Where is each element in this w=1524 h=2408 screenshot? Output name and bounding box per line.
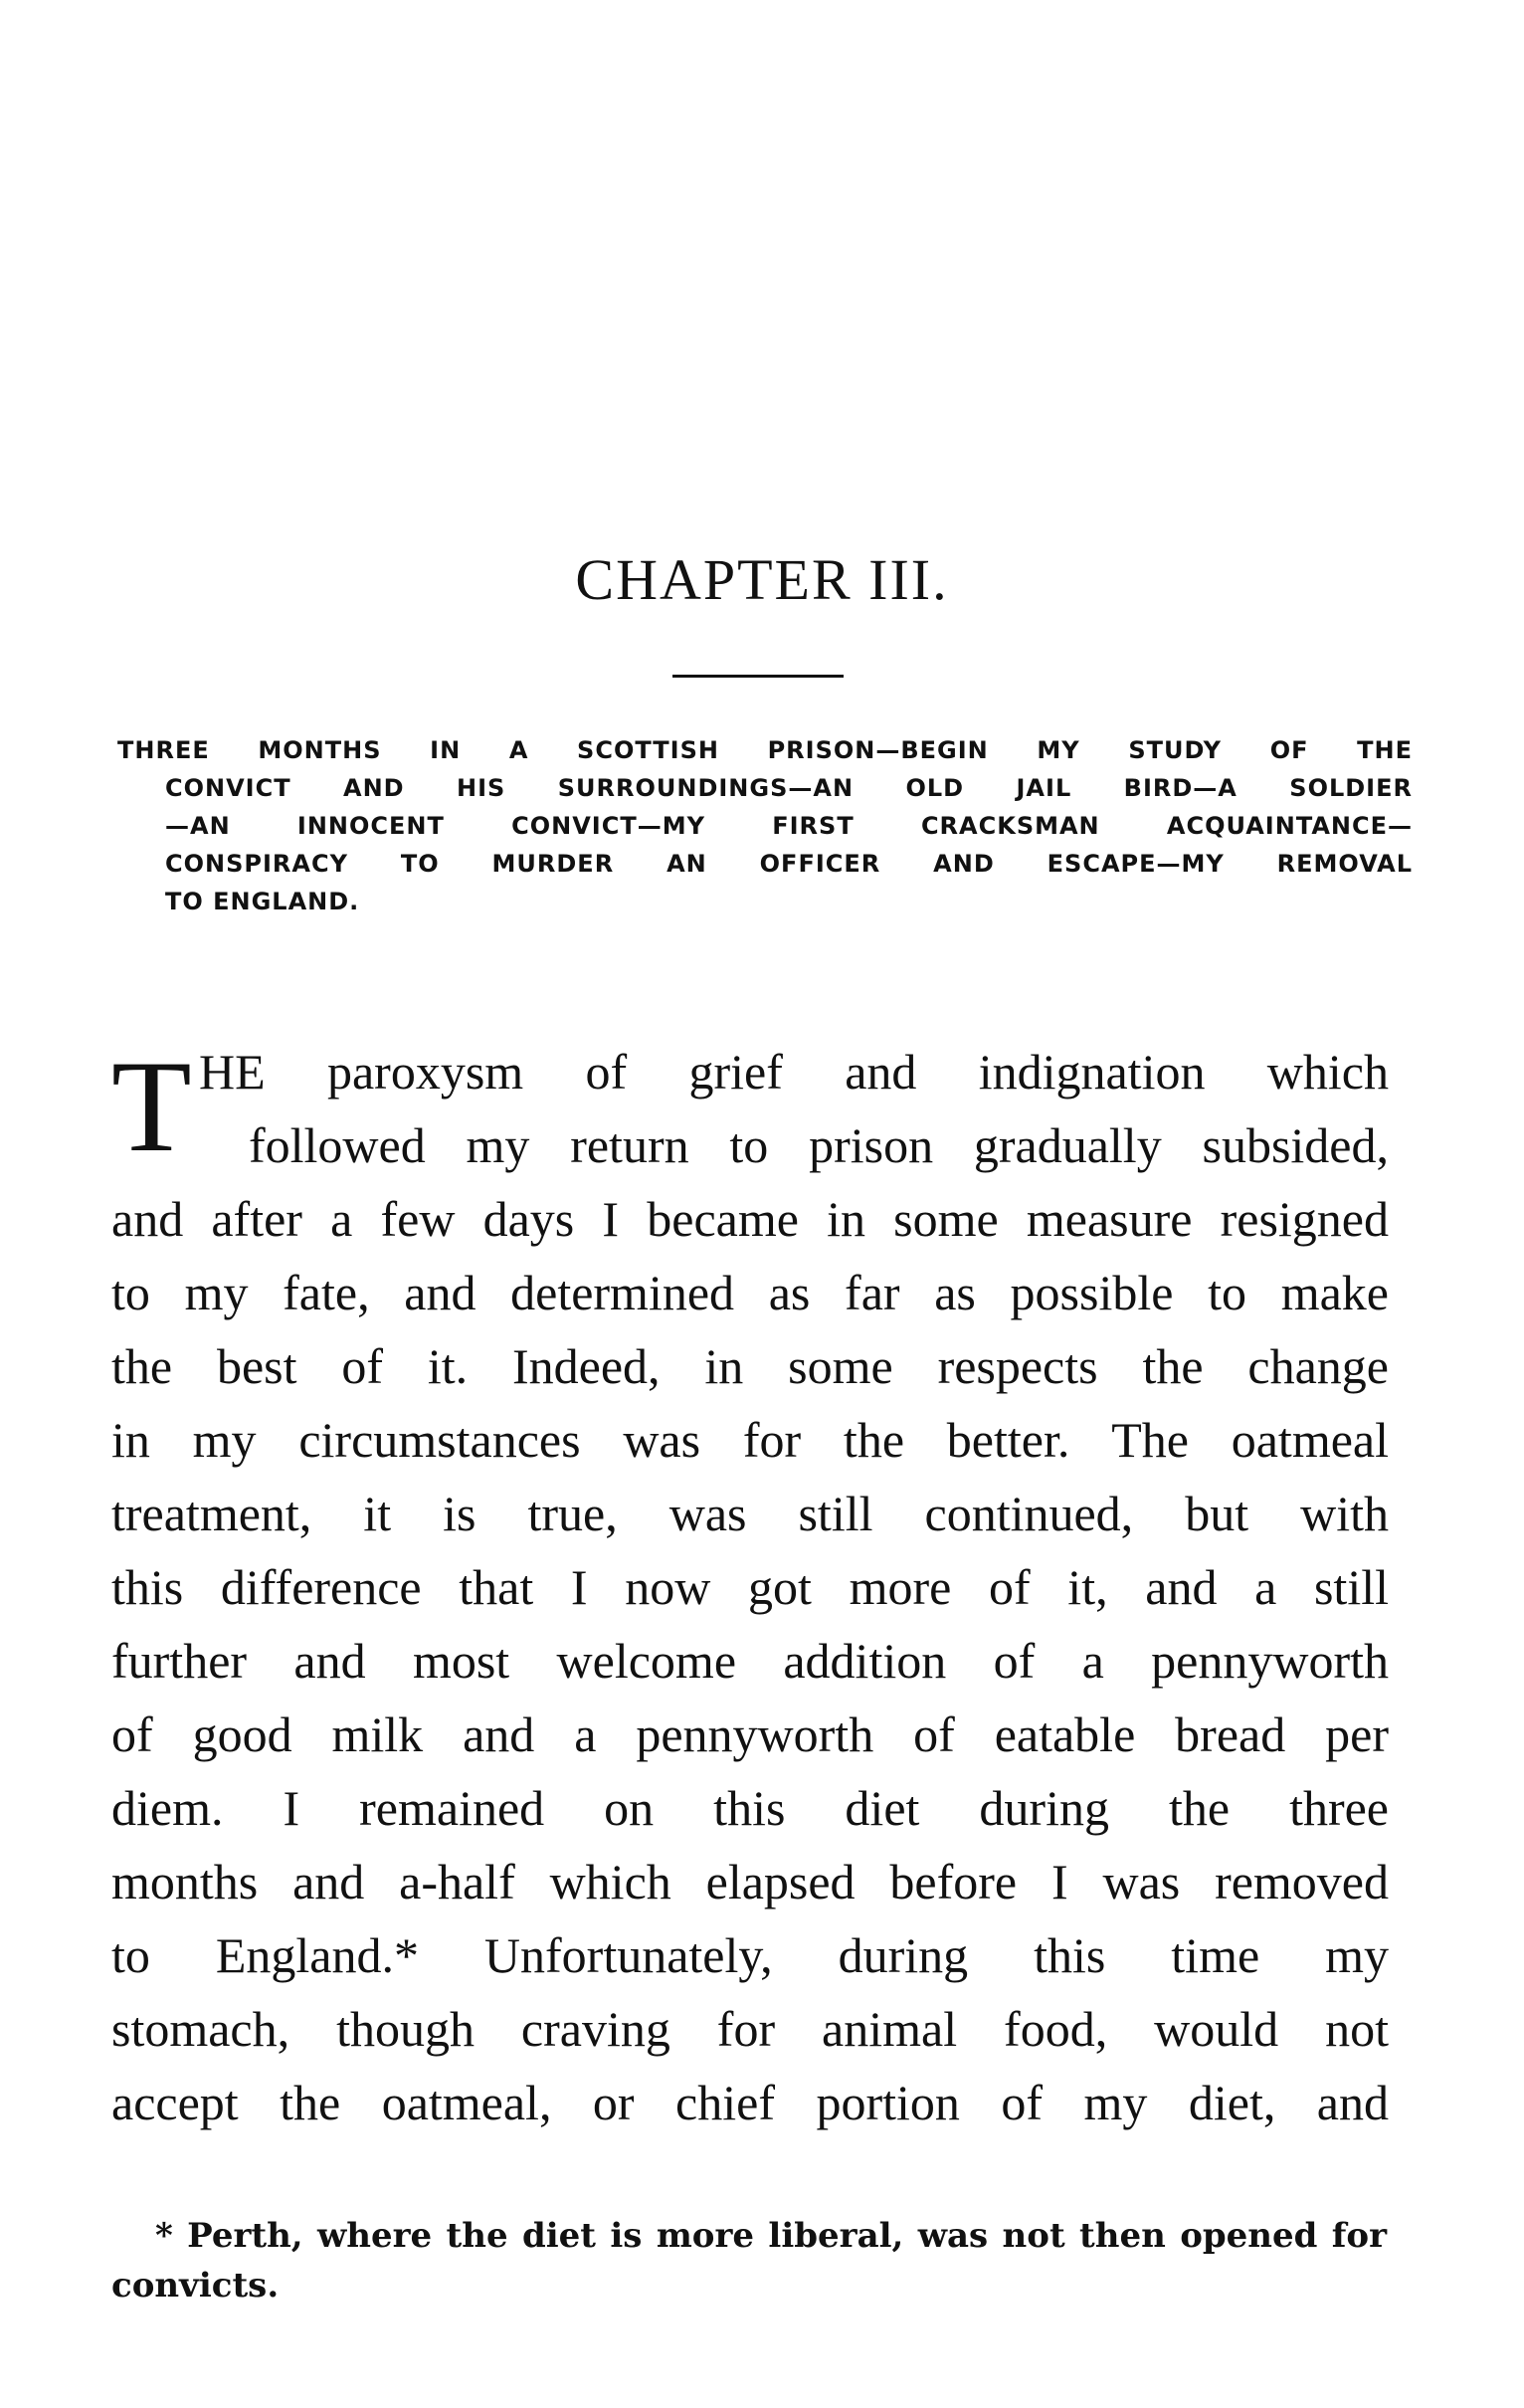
body-line: followed my return to prison gradually subsided, <box>249 1117 1389 1173</box>
body-line: the best of it. Indeed, in some respects the change <box>111 1338 1389 1394</box>
summary-line: CONSPIRACY TO MURDER AN OFFICER AND ESCAPE—MY REMOVAL <box>165 850 1413 878</box>
footnote-line: convicts. <box>111 2266 280 2306</box>
body-line: further and most welcome addition of a pennyworth <box>111 1633 1389 1689</box>
body-line: to England.* Unfortunately, during this time my <box>111 1927 1389 1983</box>
body-line-first: HE paroxysm of grief and indignation which <box>199 1044 1389 1100</box>
body-line: treatment, it is true, was still continued, but with <box>111 1486 1389 1541</box>
body-line: accept the oatmeal, or chief portion of my diet, and <box>111 2075 1389 2130</box>
summary-line: THREE MONTHS IN A SCOTTISH PRISON—BEGIN MY STUDY OF THE <box>117 736 1413 764</box>
title-rule <box>672 675 844 678</box>
summary-line: TO ENGLAND. <box>165 888 360 915</box>
body-line: months and a-half which elapsed before I was removed <box>111 1854 1389 1909</box>
body-line: this difference that I now got more of it, and a still <box>111 1559 1389 1615</box>
footnote <box>111 2211 1387 2310</box>
drop-cap: T <box>111 1033 192 1179</box>
body-line: stomach, though craving for animal food, would not <box>111 2001 1389 2057</box>
body-text <box>111 1035 1389 2139</box>
summary-line: —AN INNOCENT CONVICT—MY FIRST CRACKSMAN ACQUAINTANCE— <box>165 812 1413 840</box>
chapter-summary <box>117 731 1413 920</box>
body-line: of good milk and a pennyworth of eatable bread per <box>111 1706 1389 1762</box>
body-line: and after a few days I became in some measure resigned <box>111 1191 1389 1247</box>
summary-line: CONVICT AND HIS SURROUNDINGS—AN OLD JAIL BIRD—A SOLDIER <box>165 774 1413 802</box>
footnote-line: * Perth, where the diet is more liberal, was not then opened for <box>155 2216 1387 2256</box>
body-line: diem. I remained on this diet during the three <box>111 1780 1389 1836</box>
chapter-title: CHAPTER III. <box>575 547 949 612</box>
body-line: in my circumstances was for the better. The oatmeal <box>111 1412 1389 1468</box>
body-line: to my fate, and determined as far as possible to make <box>111 1265 1389 1320</box>
